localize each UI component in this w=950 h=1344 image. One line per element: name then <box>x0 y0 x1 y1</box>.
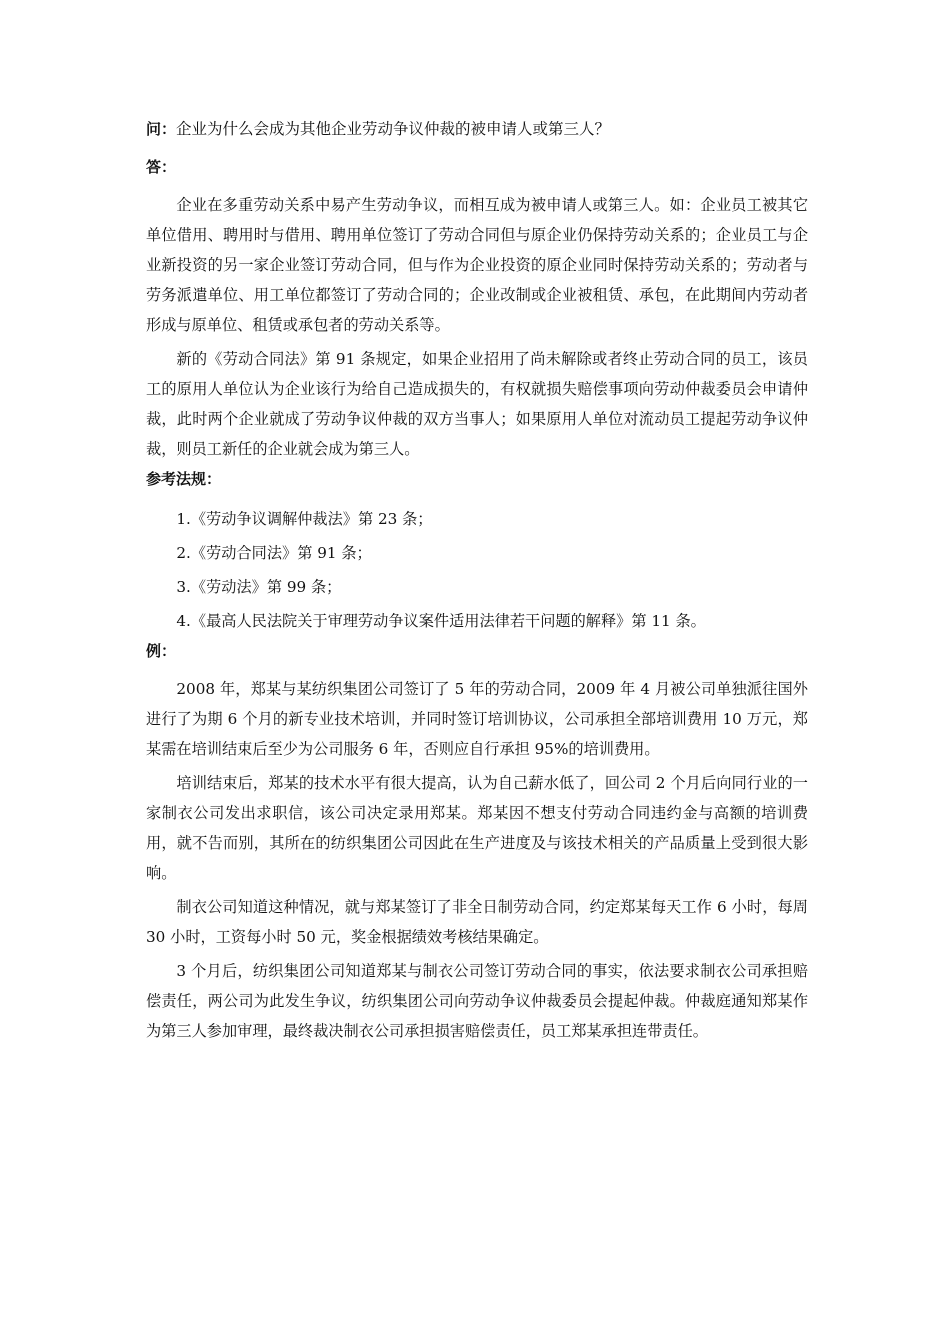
reference-item: 2.《劳动合同法》第 91 条； <box>176 544 372 562</box>
references-label: 参考法规： <box>146 470 222 488</box>
example-label: 例： <box>146 642 177 660</box>
references-list <box>146 502 808 638</box>
answer-label: 答： <box>146 158 177 176</box>
example-paragraph: 培训结束后，郑某的技术水平有很大提高，认为自己薪水低了，回公司 2 个月后向同行业的一家制衣公司发出求职信，该公司决定录用郑某。郑某因不想支付劳动合同违约金与高额的培训费用，就不告而别，其所在的纺织集团公司因此在生产进度及与该技术相关的产品质量上受到很大影响。 <box>146 774 808 882</box>
references-heading <box>146 468 808 490</box>
document-page <box>146 118 808 1050</box>
example-paragraph: 2008 年，郑某与某纺织集团公司签订了 5 年的劳动合同，2009 年 4 月被公司单独派往国外进行了为期 6 个月的新专业技术培训，并同时签订培训协议，公司承担全部培训费用 10 万元，郑某需在培训结束后至少为公司服务 6 年，否则应自行承担 95%的培训费用。 <box>146 680 808 758</box>
reference-item: 4.《最高人民法院关于审理劳动争议案件适用法律若干问题的解释》第 11 条。 <box>176 612 706 630</box>
example-paragraph: 3 个月后，纺织集团公司知道郑某与制衣公司签订劳动合同的事实，依法要求制衣公司承担赔偿责任，两公司为此发生争议，纺织集团公司向劳动争议仲裁委员会提起仲裁。仲裁庭通知郑某作为第三人参加审理，最终裁决制衣公司承担损害赔偿责任，员工郑某承担连带责任。 <box>146 962 808 1040</box>
answer-heading <box>146 156 808 178</box>
question-line <box>146 118 808 140</box>
reference-item: 3.《劳动法》第 99 条； <box>176 578 342 596</box>
example-paragraph: 制衣公司知道这种情况，就与郑某签订了非全日制劳动合同，约定郑某每天工作 6 小时，每周 30 小时，工资每小时 50 元，奖金根据绩效考核结果确定。 <box>146 898 808 946</box>
question-label: 问： <box>146 120 177 138</box>
question-text: 企业为什么会成为其他企业劳动争议仲裁的被申请人或第三人？ <box>176 120 611 138</box>
answer-paragraph: 企业在多重劳动关系中易产生劳动争议，而相互成为被申请人或第三人。如：企业员工被其它单位借用、聘用时与借用、聘用单位签订了劳动合同但与原企业仍保持劳动关系的；企业员工与企业新投资的另一家企业签订劳动合同，但与作为企业投资的原企业同时保持劳动关系的；劳动者与劳务派遣单位、用工单位都签订了劳动合同的；企业改制或企业被租赁、承包，在此期间内劳动者形成与原单位、租赁或承包者的劳动关系等。 <box>146 196 808 334</box>
example-heading <box>146 640 808 662</box>
reference-item: 1.《劳动争议调解仲裁法》第 23 条； <box>176 510 433 528</box>
answer-paragraph: 新的《劳动合同法》第 91 条规定，如果企业招用了尚未解除或者终止劳动合同的员工，该员工的原用人单位认为企业该行为给自己造成损失的，有权就损失赔偿事项向劳动仲裁委员会申请仲裁，此时两个企业就成了劳动争议仲裁的双方当事人；如果原用人单位对流动员工提起劳动争议仲裁，则员工新任的企业就会成为第三人。 <box>146 350 808 458</box>
